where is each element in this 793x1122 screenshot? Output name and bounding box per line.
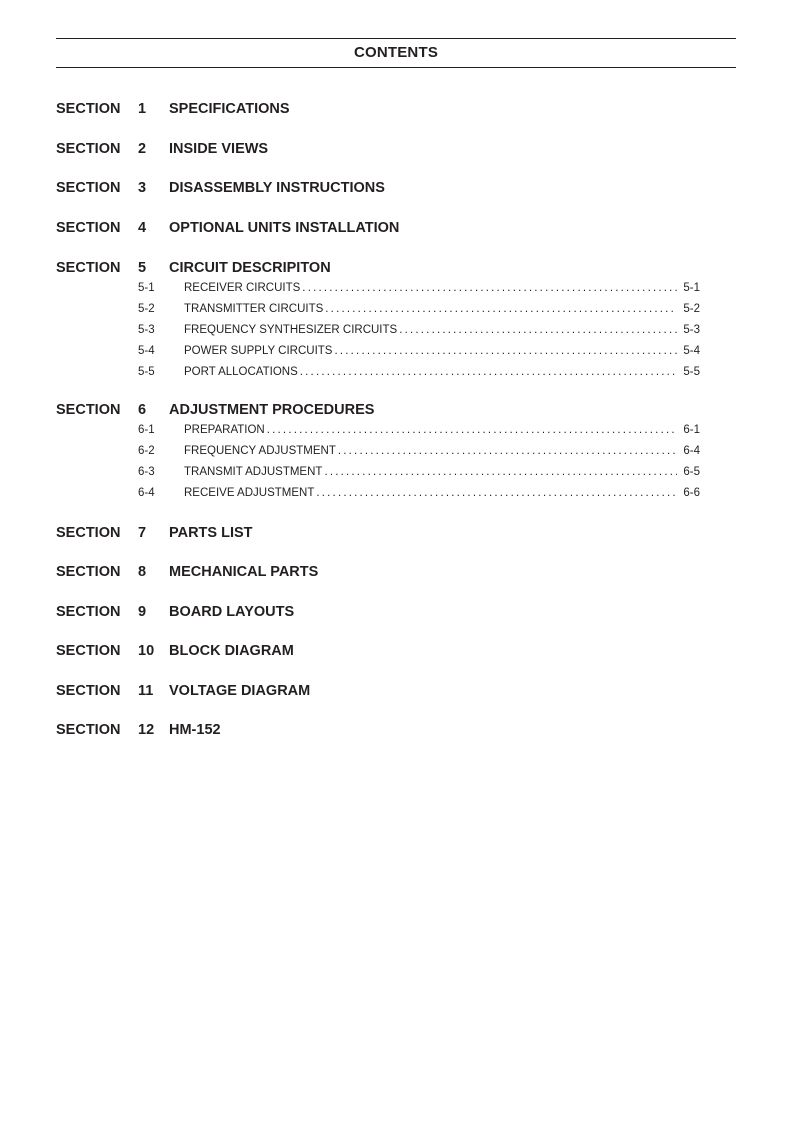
subsection-title: RECEIVER CIRCUITS xyxy=(184,282,301,294)
section-heading xyxy=(56,720,736,740)
toc-section xyxy=(56,99,736,119)
section-title: HM-152 xyxy=(169,722,221,738)
subsection-number: 6-3 xyxy=(138,466,155,478)
dot-leader xyxy=(314,483,677,504)
subsection-row xyxy=(56,278,736,299)
subsection-row xyxy=(56,320,736,341)
subsection-number: 5-3 xyxy=(138,324,155,336)
subsection-title: RECEIVE ADJUSTMENT xyxy=(184,487,315,499)
section-label: SECTION xyxy=(56,564,121,580)
toc-section xyxy=(56,523,736,543)
section-number: 2 xyxy=(138,141,147,157)
section-title: SPECIFICATIONS xyxy=(169,101,290,117)
section-heading xyxy=(56,562,736,582)
section-title: BOARD LAYOUTS xyxy=(169,604,295,620)
section-heading xyxy=(56,602,736,622)
subsection-entry xyxy=(184,320,677,341)
subsection-entry xyxy=(184,483,677,504)
subsection-page-number: 6-5 xyxy=(683,466,700,478)
subsection-entry xyxy=(184,299,677,320)
dot-leader xyxy=(322,462,677,483)
dot-leader xyxy=(336,441,677,462)
section-number: 3 xyxy=(138,180,147,196)
dot-leader xyxy=(397,320,677,341)
section-number: 5 xyxy=(138,260,147,276)
section-label: SECTION xyxy=(56,722,121,738)
subsection-entry xyxy=(184,420,677,441)
subsection-page-number: 5-3 xyxy=(683,324,700,336)
section-heading xyxy=(56,218,736,238)
section-title: VOLTAGE DIAGRAM xyxy=(169,683,311,699)
subsection-number: 6-1 xyxy=(138,424,155,436)
section-label: SECTION xyxy=(56,402,121,418)
subsection-row xyxy=(56,362,736,383)
toc-section xyxy=(56,681,736,701)
subsection-page-number: 5-4 xyxy=(683,345,700,357)
subsection-row xyxy=(56,420,736,441)
section-title: OPTIONAL UNITS INSTALLATION xyxy=(169,220,400,236)
section-label: SECTION xyxy=(56,141,121,157)
subsection-entry xyxy=(184,441,677,462)
subsection-entry xyxy=(184,341,677,362)
section-label: SECTION xyxy=(56,260,121,276)
section-number: 1 xyxy=(138,101,147,117)
dot-leader xyxy=(265,420,677,441)
toc-section xyxy=(56,218,736,238)
subsection-page-number: 6-6 xyxy=(683,487,700,499)
section-number: 7 xyxy=(138,525,147,541)
section-label: SECTION xyxy=(56,525,121,541)
dot-leader xyxy=(323,299,677,320)
subsection-page-number: 6-4 xyxy=(683,445,700,457)
toc-section xyxy=(56,258,736,383)
section-number: 12 xyxy=(138,722,155,738)
subsection-entry xyxy=(184,362,677,383)
section-title: ADJUSTMENT PROCEDURES xyxy=(169,402,375,418)
toc-section xyxy=(56,562,736,582)
subsection-row xyxy=(56,441,736,462)
subsection-title: FREQUENCY ADJUSTMENT xyxy=(184,445,336,457)
subsection-number: 5-2 xyxy=(138,303,155,315)
toc-section xyxy=(56,178,736,198)
toc-section xyxy=(56,400,736,504)
section-title: MECHANICAL PARTS xyxy=(169,564,319,580)
subsection-row xyxy=(56,299,736,320)
subsection-number: 5-1 xyxy=(138,282,155,294)
section-number: 10 xyxy=(138,643,155,659)
toc-section xyxy=(56,641,736,661)
section-title: INSIDE VIEWS xyxy=(169,141,269,157)
section-heading xyxy=(56,99,736,119)
subsection-title: PREPARATION xyxy=(184,424,265,436)
subsection-row xyxy=(56,483,736,504)
section-title: PARTS LIST xyxy=(169,525,253,541)
section-number: 6 xyxy=(138,402,147,418)
subsection-page-number: 5-5 xyxy=(683,366,700,378)
section-label: SECTION xyxy=(56,643,121,659)
section-label: SECTION xyxy=(56,683,121,699)
section-number: 11 xyxy=(138,683,154,699)
subsection-page-number: 6-1 xyxy=(683,424,700,436)
section-number: 9 xyxy=(138,604,147,620)
section-heading xyxy=(56,523,736,543)
section-number: 4 xyxy=(138,220,147,236)
toc-section xyxy=(56,139,736,159)
section-heading xyxy=(56,641,736,661)
dot-leader xyxy=(300,278,677,299)
subsection-title: TRANSMIT ADJUSTMENT xyxy=(184,466,323,478)
subsection-page-number: 5-1 xyxy=(683,282,700,294)
subsection-row xyxy=(56,341,736,362)
section-title: DISASSEMBLY INSTRUCTIONS xyxy=(169,180,385,196)
subsection-title: TRANSMITTER CIRCUITS xyxy=(184,303,324,315)
section-label: SECTION xyxy=(56,220,121,236)
section-number: 8 xyxy=(138,564,147,580)
top-rule xyxy=(56,38,736,39)
subsection-page-number: 5-2 xyxy=(683,303,700,315)
subsection-number: 5-4 xyxy=(138,345,155,357)
section-heading xyxy=(56,400,736,420)
subsection-number: 6-4 xyxy=(138,487,155,499)
section-title: CIRCUIT DESCRIPITON xyxy=(169,260,331,276)
subsection-entry xyxy=(184,462,677,483)
section-label: SECTION xyxy=(56,101,121,117)
section-title: BLOCK DIAGRAM xyxy=(169,643,294,659)
subsection-number: 5-5 xyxy=(138,366,155,378)
section-heading xyxy=(56,139,736,159)
section-heading xyxy=(56,178,736,198)
section-heading xyxy=(56,681,736,701)
subsection-title: FREQUENCY SYNTHESIZER CIRCUITS xyxy=(184,324,398,336)
page-title: CONTENTS xyxy=(353,44,439,61)
toc-section xyxy=(56,720,736,740)
subsection-entry xyxy=(184,278,677,299)
subsection-title: PORT ALLOCATIONS xyxy=(184,366,298,378)
section-heading xyxy=(56,258,736,278)
dot-leader xyxy=(298,362,677,383)
toc-section xyxy=(56,602,736,622)
section-label: SECTION xyxy=(56,180,121,196)
bottom-rule xyxy=(56,67,736,68)
subsection-row xyxy=(56,462,736,483)
dot-leader xyxy=(332,341,677,362)
section-label: SECTION xyxy=(56,604,121,620)
subsection-title: POWER SUPPLY CIRCUITS xyxy=(184,345,333,357)
subsection-number: 6-2 xyxy=(138,445,155,457)
